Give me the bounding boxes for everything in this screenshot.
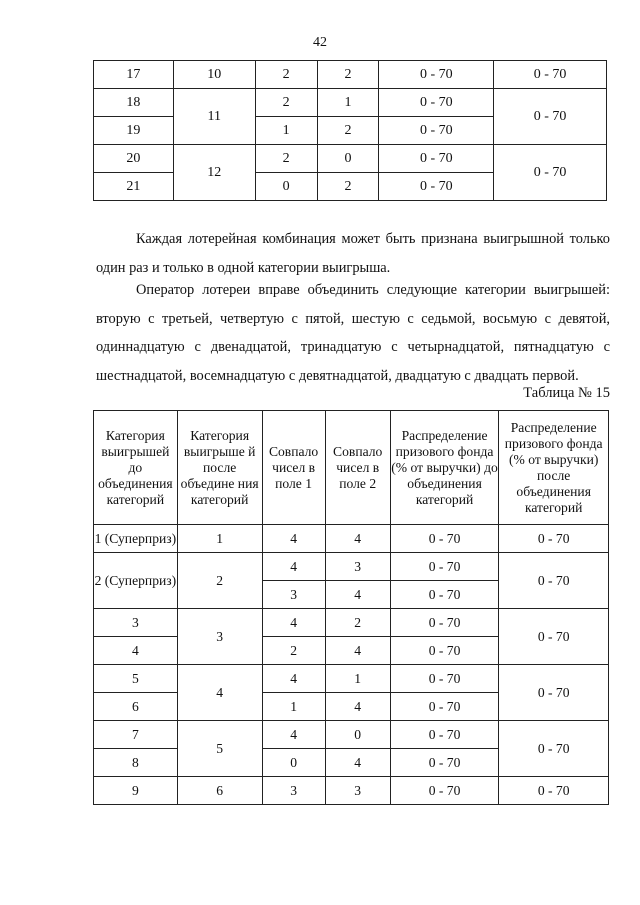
field1-cell: 1 [255, 117, 317, 145]
prize-after-cell: 0 - 70 [499, 721, 609, 777]
category-cell: 2 (Суперприз) [94, 553, 178, 609]
category-cell: 20 [94, 145, 174, 173]
field2-cell: 4 [325, 581, 390, 609]
paragraph-winning-combination: Каждая лотерейная комбинация может быть признана выигрышной только один раз и только в одной категории выигрыша. [96, 231, 610, 276]
field2-cell: 2 [317, 117, 379, 145]
prize-before-cell: 0 - 70 [390, 525, 499, 553]
prize-before-cell: 0 - 70 [390, 609, 499, 637]
category-cell: 9 [94, 777, 178, 805]
category-cell: 1 (Суперприз) [94, 525, 178, 553]
table-row [94, 525, 609, 553]
field2-cell: 2 [317, 173, 379, 201]
field1-cell: 3 [262, 581, 325, 609]
prize-before-cell: 0 - 70 [390, 721, 499, 749]
table-header-row [94, 411, 609, 525]
prize-after-cell: 0 - 70 [494, 145, 607, 201]
prize-before-cell: 0 - 70 [390, 777, 499, 805]
field2-cell: 3 [325, 553, 390, 581]
merged-category-cell: 2 [177, 553, 262, 609]
field1-cell: 1 [262, 693, 325, 721]
field1-cell: 4 [262, 553, 325, 581]
field1-cell: 2 [255, 89, 317, 117]
table-row [94, 777, 609, 805]
prize-before-cell: 0 - 70 [379, 145, 494, 173]
prize-after-cell: 0 - 70 [494, 61, 607, 89]
prize-after-cell: 0 - 70 [494, 89, 607, 145]
field2-cell: 3 [325, 777, 390, 805]
prize-before-cell: 0 - 70 [390, 749, 499, 777]
field1-cell: 4 [262, 665, 325, 693]
prize-after-cell: 0 - 70 [499, 553, 609, 609]
table-row [94, 61, 607, 89]
category-cell: 7 [94, 721, 178, 749]
field1-cell: 2 [262, 637, 325, 665]
paragraph-merge-categories: Оператор лотереи вправе объединить следующие категории выигрышей: вторую с третьей, четвертую с пятой, шестую с седьмой, восьмую с девятой, одиннадцатую с двенадцатой, тринадцатую с четырнадцатой, пятнадцатую с шестнадцатой, восемнадцатую с девятнадцатой, двадцатую с двадцать первой. [96, 282, 610, 384]
field2-cell: 4 [325, 749, 390, 777]
field2-cell: 4 [325, 693, 390, 721]
field1-cell: 4 [262, 721, 325, 749]
prize-before-cell: 0 - 70 [379, 117, 494, 145]
prize-before-cell: 0 - 70 [390, 665, 499, 693]
category-cell: 17 [94, 61, 174, 89]
category-cell: 21 [94, 173, 174, 201]
prize-before-cell: 0 - 70 [379, 173, 494, 201]
header-prize-after: Распределение призового фонда (% от выручки) после объединения категорий [499, 411, 609, 525]
table-row [94, 609, 609, 637]
table-caption: Таблица № 15 [523, 385, 610, 401]
prize-after-cell: 0 - 70 [499, 609, 609, 665]
table-row [94, 89, 607, 117]
field2-cell: 4 [325, 525, 390, 553]
category-cell: 3 [94, 609, 178, 637]
table-row [94, 721, 609, 749]
prize-before-cell: 0 - 70 [379, 89, 494, 117]
category-cell: 18 [94, 89, 174, 117]
prize-after-cell: 0 - 70 [499, 777, 609, 805]
prize-before-cell: 0 - 70 [390, 693, 499, 721]
top-table [93, 60, 607, 201]
prize-after-cell: 0 - 70 [499, 525, 609, 553]
field1-cell: 0 [262, 749, 325, 777]
header-field1: Совпало чисел в поле 1 [262, 411, 325, 525]
merged-category-cell: 12 [173, 145, 255, 201]
merged-category-cell: 5 [177, 721, 262, 777]
field2-cell: 0 [317, 145, 379, 173]
field1-cell: 4 [262, 525, 325, 553]
merged-category-cell: 11 [173, 89, 255, 145]
field2-cell: 4 [325, 637, 390, 665]
merged-category-cell: 10 [173, 61, 255, 89]
header-category-after: Категория выигрыше й после объедине ния категорий [177, 411, 262, 525]
prize-before-cell: 0 - 70 [390, 581, 499, 609]
category-cell: 5 [94, 665, 178, 693]
prize-after-cell: 0 - 70 [499, 665, 609, 721]
field1-cell: 4 [262, 609, 325, 637]
field2-cell: 0 [325, 721, 390, 749]
prize-categories-table [93, 410, 609, 805]
field1-cell: 2 [255, 145, 317, 173]
field2-cell: 2 [317, 61, 379, 89]
prize-before-cell: 0 - 70 [390, 637, 499, 665]
field1-cell: 3 [262, 777, 325, 805]
category-cell: 6 [94, 693, 178, 721]
category-cell: 4 [94, 637, 178, 665]
field2-cell: 2 [325, 609, 390, 637]
field1-cell: 2 [255, 61, 317, 89]
header-prize-before: Распределение призового фонда (% от выручки) до объединения категорий [390, 411, 499, 525]
merged-category-cell: 4 [177, 665, 262, 721]
page-number: 42 [313, 35, 327, 50]
field2-cell: 1 [317, 89, 379, 117]
table-row [94, 145, 607, 173]
table-row [94, 553, 609, 581]
merged-category-cell: 3 [177, 609, 262, 665]
prize-before-cell: 0 - 70 [379, 61, 494, 89]
merged-category-cell: 1 [177, 525, 262, 553]
category-cell: 19 [94, 117, 174, 145]
field1-cell: 0 [255, 173, 317, 201]
header-field2: Совпало чисел в поле 2 [325, 411, 390, 525]
category-cell: 8 [94, 749, 178, 777]
table-row [94, 665, 609, 693]
field2-cell: 1 [325, 665, 390, 693]
merged-category-cell: 6 [177, 777, 262, 805]
header-category-before: Категория выигрышей до объединения категорий [94, 411, 178, 525]
prize-before-cell: 0 - 70 [390, 553, 499, 581]
